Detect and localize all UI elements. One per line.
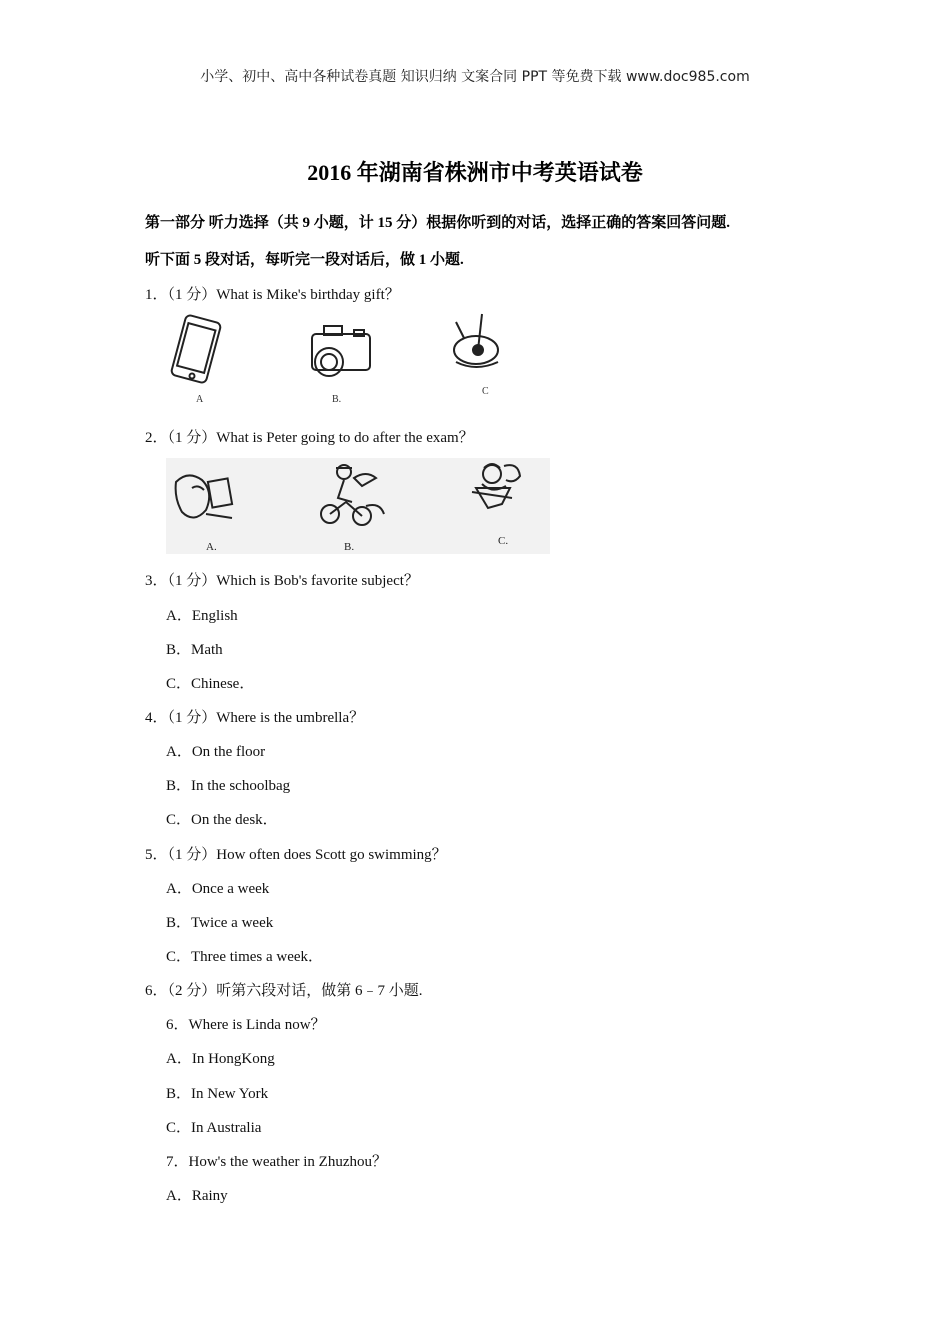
question-1-images xyxy=(166,310,550,406)
question-5-option-b: B．Twice a week xyxy=(166,915,274,931)
subquestion-6-option-b: B．In New York xyxy=(166,1086,269,1102)
image-label-a: A. xyxy=(206,541,217,553)
question-4-option-b: B．In the schoolbag xyxy=(166,778,291,794)
question-3-option-c: C．Chinese． xyxy=(166,676,255,692)
question-2-images xyxy=(166,458,550,554)
question-5: 5．（1 分）How often does Scott go swimming？ xyxy=(145,847,447,863)
section-subinstruction: 听下面 5 段对话，每听完一段对话后，做 1 小题. xyxy=(145,252,464,268)
question-3-option-b: B．Math xyxy=(166,642,223,658)
subquestion-6: 6．Where is Linda now？ xyxy=(166,1017,326,1033)
subquestion-7: 7．How's the weather in Zhuzhou？ xyxy=(166,1154,387,1170)
image-label-b: B. xyxy=(344,541,355,553)
image-label-b: B. xyxy=(332,394,342,405)
camera-icon xyxy=(312,326,370,376)
question-6: 6．（2 分）听第六段对话，做第 6﹣7 小题. xyxy=(145,983,423,999)
guitar-icon xyxy=(454,314,498,367)
question-2: 2．（1 分）What is Peter going to do after the exam？ xyxy=(145,430,474,446)
question-5-option-c: C．Three times a week． xyxy=(166,949,324,965)
subquestion-6-option-a: A．In HongKong xyxy=(166,1051,275,1067)
question-3-option-a: A．English xyxy=(166,608,238,624)
page-title: 2016 年湖南省株洲市中考英语试卷 xyxy=(307,160,643,185)
image-label-c: C. xyxy=(498,535,509,547)
section-instruction: 第一部分 听力选择（共 9 小题，计 15 分）根据你听到的对话，选择正确的答案回答问题. xyxy=(145,215,731,231)
question-4: 4．（1 分）Where is the umbrella？ xyxy=(145,710,365,726)
question-1: 1．（1 分）What is Mike's birthday gift？ xyxy=(145,287,400,303)
phone-icon xyxy=(171,314,222,383)
image-label-a: A xyxy=(196,394,204,405)
question-4-option-c: C．On the desk． xyxy=(166,812,278,828)
subquestion-6-option-c: C．In Australia xyxy=(166,1120,262,1136)
question-3: 3．（1 分）Which is Bob's favorite subject？ xyxy=(145,573,419,589)
page-header: 小学、初中、高中各种试卷真题 知识归纳 文案合同 PPT 等免费下载 www.doc985.com xyxy=(200,69,750,85)
subquestion-7-option-a: A．Rainy xyxy=(166,1188,228,1204)
question-5-option-a: A．Once a week xyxy=(166,881,270,897)
image-label-c: C xyxy=(482,386,489,397)
question-4-option-a: A．On the floor xyxy=(166,744,266,760)
